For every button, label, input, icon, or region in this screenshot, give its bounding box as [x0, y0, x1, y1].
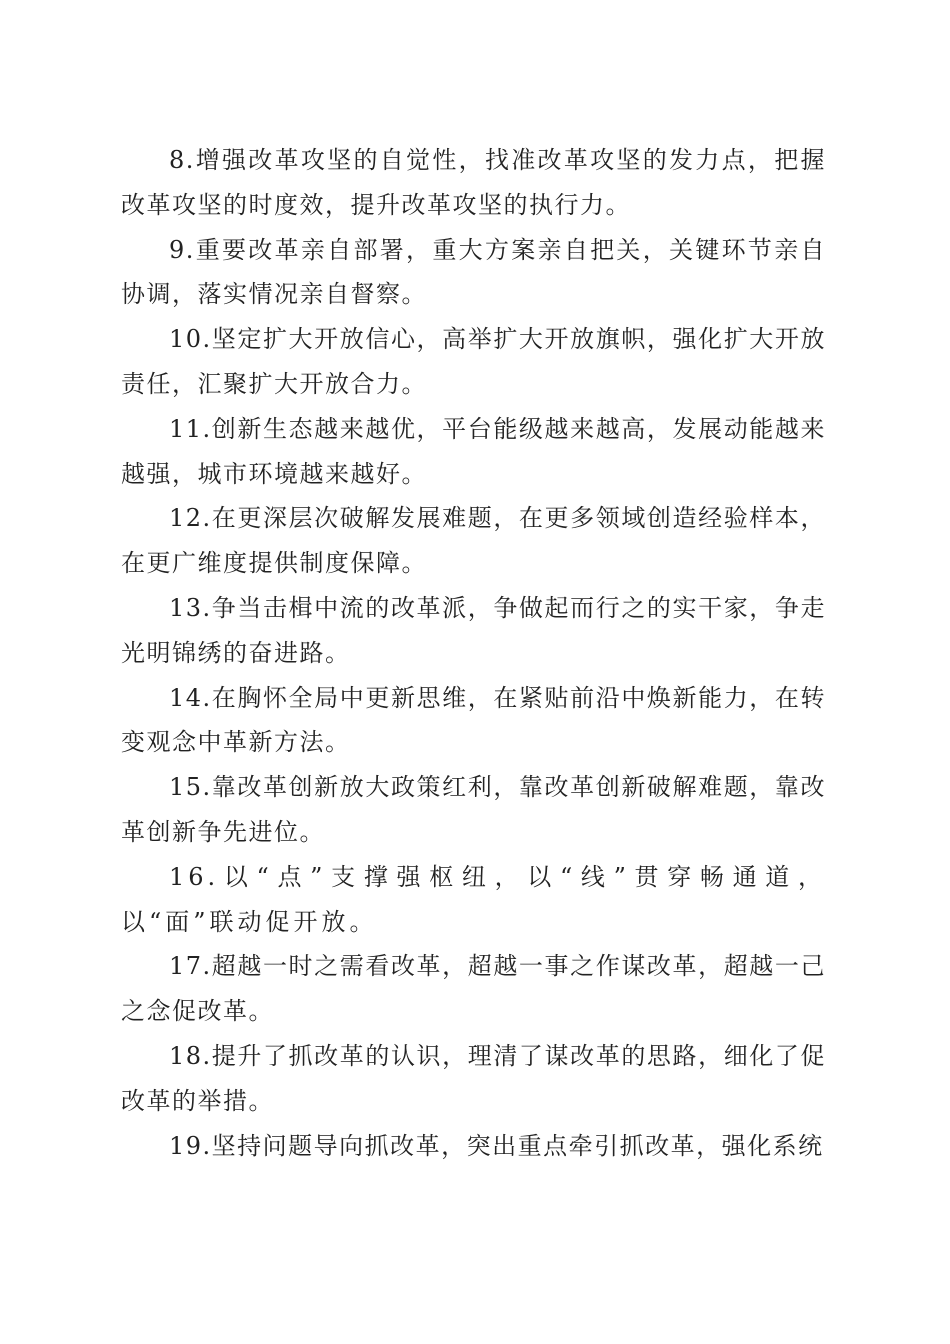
paragraph-16: 16.以“点”支撑强枢纽，以“线”贯穿畅通道，以“面”联动促开放。 — [121, 862, 826, 936]
document-body — [121, 138, 826, 1168]
paragraph-8: 8.增强改革攻坚的自觉性，找准改革攻坚的发力点，把握改革攻坚的时度效，提升改革攻坚的执行力。 — [121, 146, 826, 219]
paragraph-11: 11.创新生态越来越优，平台能级越来越高，发展动能越来越强，城市环境越来越好。 — [121, 414, 826, 488]
paragraph-17: 17.超越一时之需看改革，超越一事之作谋改革，超越一己之念促改革。 — [121, 952, 826, 1026]
paragraph-12: 12.在更深层次破解发展难题，在更多领域创造经验样本，在更广维度提供制度保障。 — [121, 504, 826, 578]
paragraph-15: 15.靠改革创新放大政策红利，靠改革创新破解难题，靠改革创新争先进位。 — [121, 773, 826, 846]
paragraph-9: 9.重要改革亲自部署，重大方案亲自把关，关键环节亲自协调，落实情况亲自督察。 — [121, 235, 826, 309]
paragraph-18: 18.提升了抓改革的认识，理清了谋改革的思路，细化了促改革的举措。 — [121, 1041, 826, 1115]
paragraph-10: 10.坚定扩大开放信心，高举扩大开放旗帜，强化扩大开放责任，汇聚扩大开放合力。 — [121, 325, 826, 398]
paragraph-13: 13.争当击楫中流的改革派，争做起而行之的实干家，争走光明锦绣的奋进路。 — [121, 593, 826, 667]
paragraph-14: 14.在胸怀全局中更新思维，在紧贴前沿中焕新能力，在转变观念中革新方法。 — [121, 683, 826, 757]
paragraph-19: 19.坚持问题导向抓改革，突出重点牵引抓改革，强化系统 — [169, 1131, 824, 1160]
